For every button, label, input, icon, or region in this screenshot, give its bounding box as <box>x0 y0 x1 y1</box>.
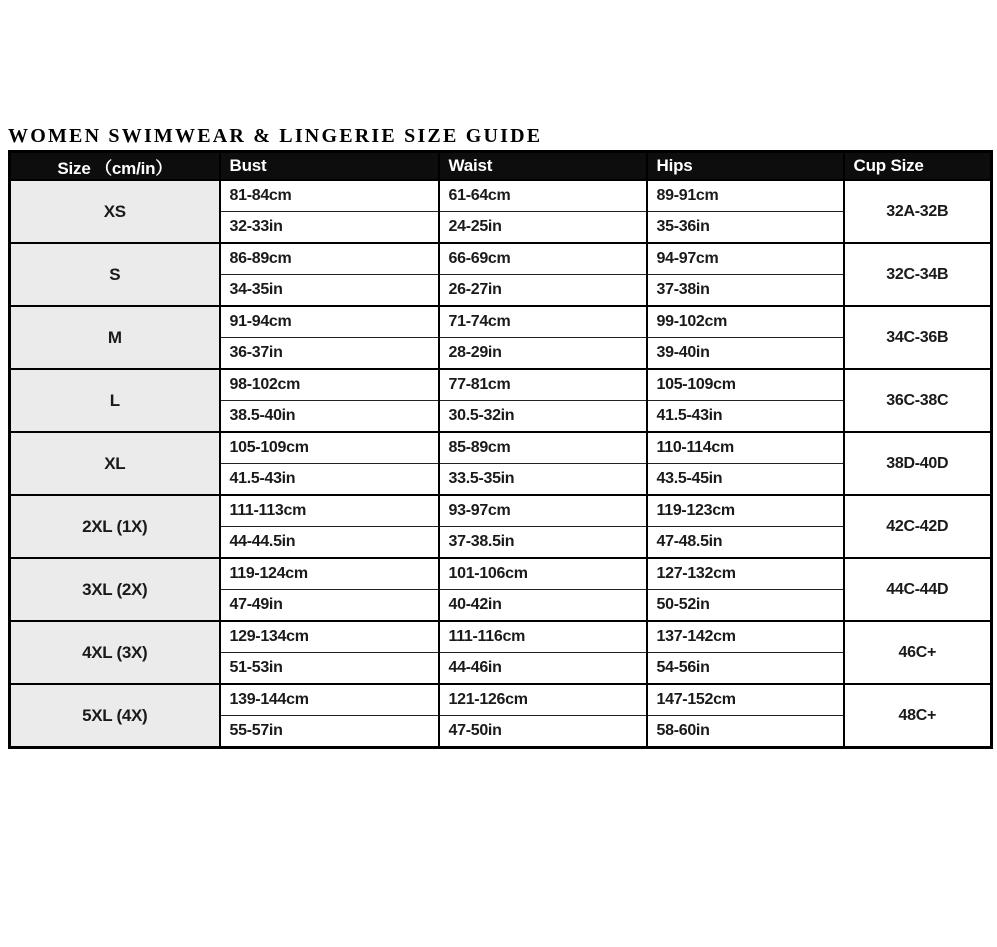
bust-in-cell: 47-49in <box>220 590 439 622</box>
page-title: WOMEN SWIMWEAR & LINGERIE SIZE GUIDE <box>8 125 543 147</box>
hips-cm-cell: 99-102cm <box>647 306 844 338</box>
bust-in-cell: 36-37in <box>220 338 439 370</box>
bust-cm-cell: 111-113cm <box>220 495 439 527</box>
column-header-bust: Bust <box>220 152 439 181</box>
hips-cm-cell: 94-97cm <box>647 243 844 275</box>
bust-cm-cell: 129-134cm <box>220 621 439 653</box>
hips-in-cell: 41.5-43in <box>647 401 844 433</box>
cup-cell: 44C-44D <box>844 558 992 621</box>
bust-cm-cell: 91-94cm <box>220 306 439 338</box>
waist-cm-cell: 121-126cm <box>439 684 647 716</box>
hips-in-cell: 58-60in <box>647 716 844 748</box>
waist-in-cell: 37-38.5in <box>439 527 647 559</box>
table-row <box>10 180 992 212</box>
waist-in-cell: 47-50in <box>439 716 647 748</box>
size-cell: L <box>10 369 220 432</box>
waist-in-cell: 30.5-32in <box>439 401 647 433</box>
size-cell: XS <box>10 180 220 243</box>
hips-cm-cell: 89-91cm <box>647 180 844 212</box>
size-cell: XL <box>10 432 220 495</box>
hips-cm-cell: 105-109cm <box>647 369 844 401</box>
bust-cm-cell: 105-109cm <box>220 432 439 464</box>
hips-cm-cell: 127-132cm <box>647 558 844 590</box>
size-cell: 2XL (1X) <box>10 495 220 558</box>
bust-in-cell: 51-53in <box>220 653 439 685</box>
bust-in-cell: 55-57in <box>220 716 439 748</box>
table-row <box>10 243 992 275</box>
table-row <box>10 495 992 527</box>
size-cell: 3XL (2X) <box>10 558 220 621</box>
table-row <box>10 306 992 338</box>
hips-in-cell: 47-48.5in <box>647 527 844 559</box>
size-guide-table <box>8 150 993 749</box>
table-row <box>10 684 992 716</box>
bust-cm-cell: 81-84cm <box>220 180 439 212</box>
table-row <box>10 369 992 401</box>
cup-cell: 34C-36B <box>844 306 992 369</box>
hips-cm-cell: 137-142cm <box>647 621 844 653</box>
bust-in-cell: 32-33in <box>220 212 439 244</box>
hips-in-cell: 43.5-45in <box>647 464 844 496</box>
waist-cm-cell: 77-81cm <box>439 369 647 401</box>
column-header-size: Size （cm/in） <box>10 152 220 181</box>
hips-cm-cell: 119-123cm <box>647 495 844 527</box>
column-header-hips: Hips <box>647 152 844 181</box>
bust-in-cell: 44-44.5in <box>220 527 439 559</box>
cup-cell: 42C-42D <box>844 495 992 558</box>
waist-cm-cell: 61-64cm <box>439 180 647 212</box>
cup-cell: 32C-34B <box>844 243 992 306</box>
waist-in-cell: 24-25in <box>439 212 647 244</box>
bust-cm-cell: 86-89cm <box>220 243 439 275</box>
column-header-waist: Waist <box>439 152 647 181</box>
table-row <box>10 558 992 590</box>
cup-cell: 32A-32B <box>844 180 992 243</box>
size-cell: 5XL (4X) <box>10 684 220 748</box>
waist-in-cell: 33.5-35in <box>439 464 647 496</box>
column-header-cup: Cup Size <box>844 152 992 181</box>
waist-cm-cell: 111-116cm <box>439 621 647 653</box>
bust-in-cell: 38.5-40in <box>220 401 439 433</box>
bust-in-cell: 41.5-43in <box>220 464 439 496</box>
cup-cell: 38D-40D <box>844 432 992 495</box>
hips-in-cell: 35-36in <box>647 212 844 244</box>
bust-cm-cell: 98-102cm <box>220 369 439 401</box>
bust-cm-cell: 119-124cm <box>220 558 439 590</box>
waist-cm-cell: 101-106cm <box>439 558 647 590</box>
bust-in-cell: 34-35in <box>220 275 439 307</box>
waist-in-cell: 26-27in <box>439 275 647 307</box>
size-cell: M <box>10 306 220 369</box>
header-row <box>10 152 992 181</box>
bust-cm-cell: 139-144cm <box>220 684 439 716</box>
waist-in-cell: 44-46in <box>439 653 647 685</box>
hips-cm-cell: 110-114cm <box>647 432 844 464</box>
size-cell: S <box>10 243 220 306</box>
cup-cell: 46C+ <box>844 621 992 684</box>
table-row <box>10 432 992 464</box>
waist-cm-cell: 66-69cm <box>439 243 647 275</box>
size-cell: 4XL (3X) <box>10 621 220 684</box>
hips-in-cell: 37-38in <box>647 275 844 307</box>
cup-cell: 48C+ <box>844 684 992 748</box>
waist-in-cell: 28-29in <box>439 338 647 370</box>
waist-cm-cell: 71-74cm <box>439 306 647 338</box>
hips-cm-cell: 147-152cm <box>647 684 844 716</box>
table-row <box>10 621 992 653</box>
hips-in-cell: 39-40in <box>647 338 844 370</box>
hips-in-cell: 54-56in <box>647 653 844 685</box>
cup-cell: 36C-38C <box>844 369 992 432</box>
hips-in-cell: 50-52in <box>647 590 844 622</box>
waist-in-cell: 40-42in <box>439 590 647 622</box>
waist-cm-cell: 93-97cm <box>439 495 647 527</box>
waist-cm-cell: 85-89cm <box>439 432 647 464</box>
